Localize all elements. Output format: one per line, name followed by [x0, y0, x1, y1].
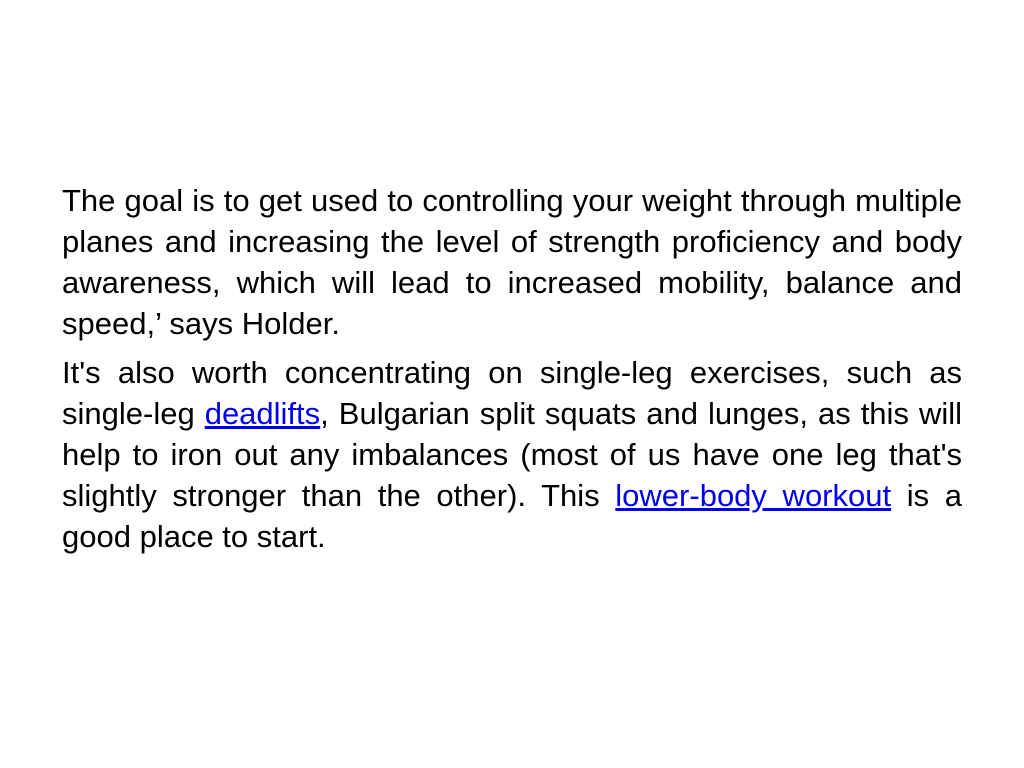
paragraph-single-leg-text-start: It's also worth concentrating on single-leg exercises, such as single-leg	[62, 355, 962, 431]
paragraph-goal	[62, 180, 962, 344]
lower-body-workout-link[interactable]: lower-body workout	[615, 478, 892, 513]
paragraph-single-leg-text-end: is a good place to start.	[62, 478, 962, 554]
slide-body	[62, 180, 962, 565]
paragraph-single-leg	[62, 352, 962, 557]
paragraph-single-leg-text-middle: , Bulgarian split squats and lunges, as this will help to iron out any imbalances (most of us have one leg that's slightly stronger than the other). This	[62, 396, 962, 513]
paragraph-goal-text: The goal is to get used to controlling your weight through multiple planes and increasing the level of strength proficiency and body awareness, which will lead to increased mobility, balance and speed,’ says Holder.	[62, 183, 962, 341]
deadlifts-link[interactable]: deadlifts	[204, 396, 321, 431]
